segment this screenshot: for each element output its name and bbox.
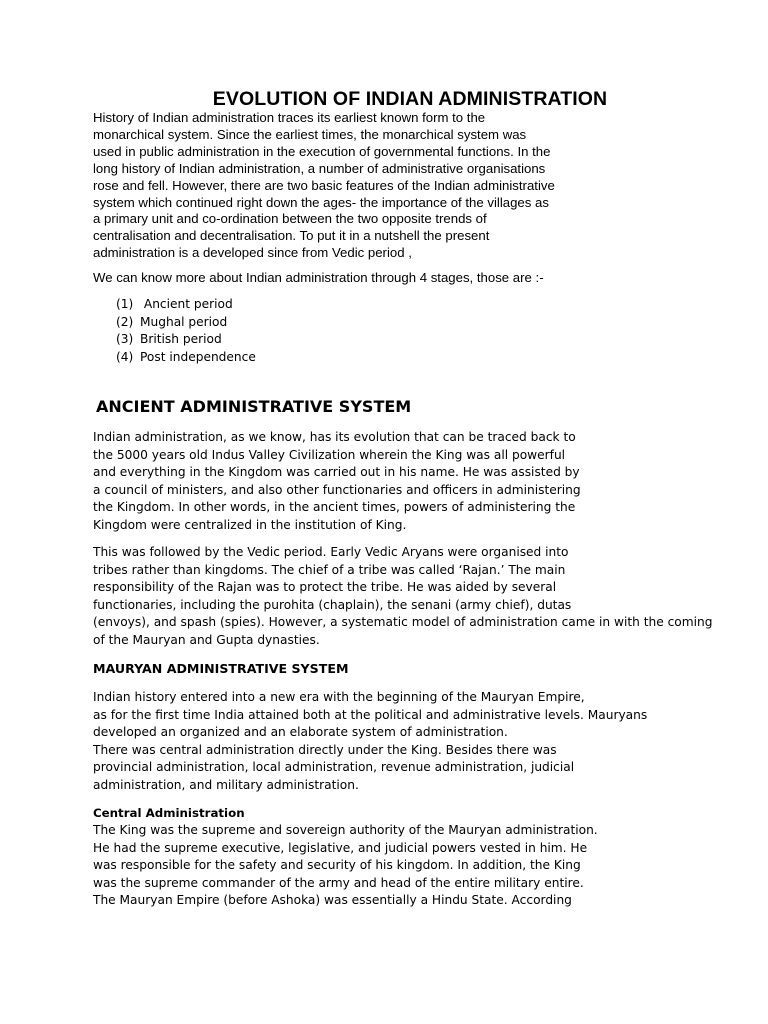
text-line: He had the supreme executive, legislative, and judicial powers vested in him. He	[93, 840, 588, 855]
text-line: History of Indian administration traces its earliest known form to the	[93, 110, 486, 125]
list-label: Post independence	[140, 349, 256, 364]
text-line: used in public administration in the execution of governmental functions. In the	[93, 143, 551, 159]
text-line: of the Mauryan and Gupta dynasties.	[93, 632, 320, 647]
ancient-section-heading: ANCIENT ADMINISTRATIVE SYSTEM	[96, 397, 412, 416]
list-number: (3)	[116, 332, 134, 347]
text-line: the 5000 years old Indus Valley Civilization wherein the King was all powerful	[93, 447, 566, 462]
ancient-paragraph-2	[93, 544, 713, 650]
intro-paragraph	[93, 110, 555, 262]
text-line: tribes rather than kingdoms. The chief of a tribe was called ‘Rajan.’ The main	[93, 562, 566, 577]
list-number: (1)	[116, 297, 134, 311]
text-line: Indian history entered into a new era with the beginning of the Mauryan Empire,	[93, 690, 585, 704]
text-line: Indian administration, as we know, has its evolution that can be traced back to	[93, 430, 576, 444]
stages-list	[116, 296, 256, 366]
text-line: was the supreme commander of the army and head of the entire military entire.	[93, 875, 584, 890]
stages-intro	[93, 270, 544, 287]
text-line: The King was the supreme and sovereign authority of the Mauryan administration.	[93, 823, 598, 837]
list-item	[116, 331, 256, 349]
text-line: as for the first time India attained both at the political and administrative levels. Mauryans	[93, 707, 648, 722]
document-title: EVOLUTION OF INDIAN ADMINISTRATION	[212, 88, 608, 110]
text-line: administration, and military administration.	[93, 777, 359, 792]
list-item	[116, 314, 256, 332]
text-line: developed an organized and an elaborate system of administration.	[93, 725, 508, 740]
text-line: a primary unit and co-ordination between the two opposite trends of	[93, 211, 487, 227]
central-administration-paragraph	[93, 822, 598, 910]
text-line: system which continued right down the ages- the importance of the villages as	[93, 194, 549, 210]
list-item	[116, 296, 256, 314]
text-line: monarchical system. Since the earliest times, the monarchical system was	[93, 126, 527, 142]
text-line: responsibility of the Rajan was to protect the tribe. He was aided by several	[93, 580, 557, 595]
text-line: was responsible for the safety and security of his kingdom. In addition, the King	[93, 858, 581, 873]
central-administration-heading: Central Administration	[93, 806, 245, 820]
text-line: There was central administration directly under the King. Besides there was	[93, 742, 557, 757]
mauryan-paragraph	[93, 689, 647, 795]
text-line: centralisation and decentralisation. To put it in a nutshell the present	[93, 228, 490, 244]
list-label: Ancient period	[140, 297, 233, 311]
list-label: British period	[140, 332, 222, 347]
list-item	[116, 349, 256, 367]
text-line: a council of ministers, and also other functionaries and officers in administering	[93, 482, 581, 497]
list-number: (2)	[116, 314, 134, 329]
text-line: (envoys), and spash (spies). However, a systematic model of administration came in with the coming	[93, 615, 713, 630]
text-line: We can know more about Indian administration through 4 stages, those are :-	[93, 270, 544, 285]
text-line: the Kingdom. In other words, in the ancient times, powers of administering the	[93, 500, 576, 515]
ancient-paragraph-1	[93, 429, 581, 535]
list-number: (4)	[116, 349, 134, 364]
text-line: administration is a developed since from Vedic period ,	[93, 245, 412, 261]
mauryan-section-heading: MAURYAN ADMINISTRATIVE SYSTEM	[93, 661, 349, 676]
list-label: Mughal period	[140, 314, 228, 329]
text-line: Kingdom were centralized in the institution of King.	[93, 517, 407, 532]
text-line: provincial administration, local administration, revenue administration, judicial	[93, 760, 575, 775]
text-line: The Mauryan Empire (before Ashoka) was essentially a Hindu State. According	[93, 893, 572, 908]
text-line: and everything in the Kingdom was carried out in his name. He was assisted by	[93, 465, 580, 480]
text-line: rose and fell. However, there are two basic features of the Indian administrative	[93, 177, 555, 193]
text-line: functionaries, including the purohita (chaplain), the senani (army chief), dutas	[93, 597, 572, 612]
text-line: This was followed by the Vedic period. Early Vedic Aryans were organised into	[93, 545, 569, 559]
text-line: long history of Indian administration, a number of administrative organisations	[93, 160, 546, 176]
